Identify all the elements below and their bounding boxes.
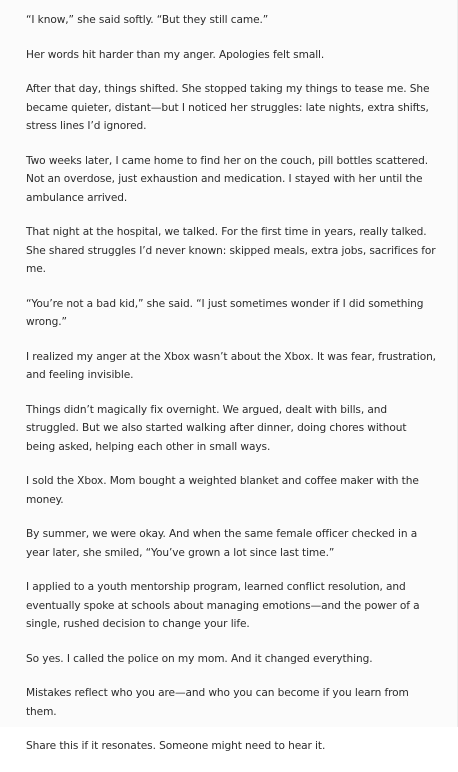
paragraph: “I know,” she said softly. “But they still came.” xyxy=(26,14,269,26)
paragraph: That night at the hospital, we talked. For the first time in years, really talked. She shared struggles I’d never known: skipped meals, extra jobs, sacrifices for me. xyxy=(26,226,436,275)
paragraph: So yes. I called the police on my mom. And it changed everything. xyxy=(26,652,373,665)
paragraph: After that day, things shifted. She stopped taking my things to tease me. She became quieter, distant—but I noticed her struggles: late nights, extra shifts, stress lines I’d ignored. xyxy=(26,83,430,132)
paragraph: Her words hit harder than my anger. Apologies felt small. xyxy=(26,48,325,61)
paragraph: Mistakes reflect who you are—and who you can become if you learn from them. xyxy=(26,687,409,718)
paragraph: Things didn’t magically fix overnight. We argued, dealt with bills, and struggled. But we also started walking after dinner, doing chores without being asked, helping each other in small ways. xyxy=(26,403,407,453)
paragraph: “You’re not a bad kid,” she said. “I just sometimes wonder if I did something wrong.” xyxy=(26,297,424,328)
paragraph: Share this if it resonates. Someone might need to hear it. xyxy=(26,740,326,752)
paragraph: I sold the Xbox. Mom bought a weighted blanket and coffee maker with the money. xyxy=(26,475,419,506)
paragraph: I realized my anger at the Xbox wasn’t about the Xbox. It was fear, frustration, and feeling invisible. xyxy=(26,350,436,381)
paragraph: I applied to a youth mentorship program, learned conflict resolution, and eventually spoke at schools about managing emotions—and the power of a single, rushed decision to change your life. xyxy=(26,581,420,630)
paragraph: By summer, we were okay. And when the same female officer checked in a year later, she smiled, “You’ve grown a lot since last time.” xyxy=(26,528,418,559)
article-body xyxy=(26,11,436,772)
paragraph: Two weeks later, I came home to find her on the couch, pill bottles scattered. Not an overdose, just exhaustion and medication. I stayed with her until the ambulance arrived. xyxy=(26,154,428,204)
